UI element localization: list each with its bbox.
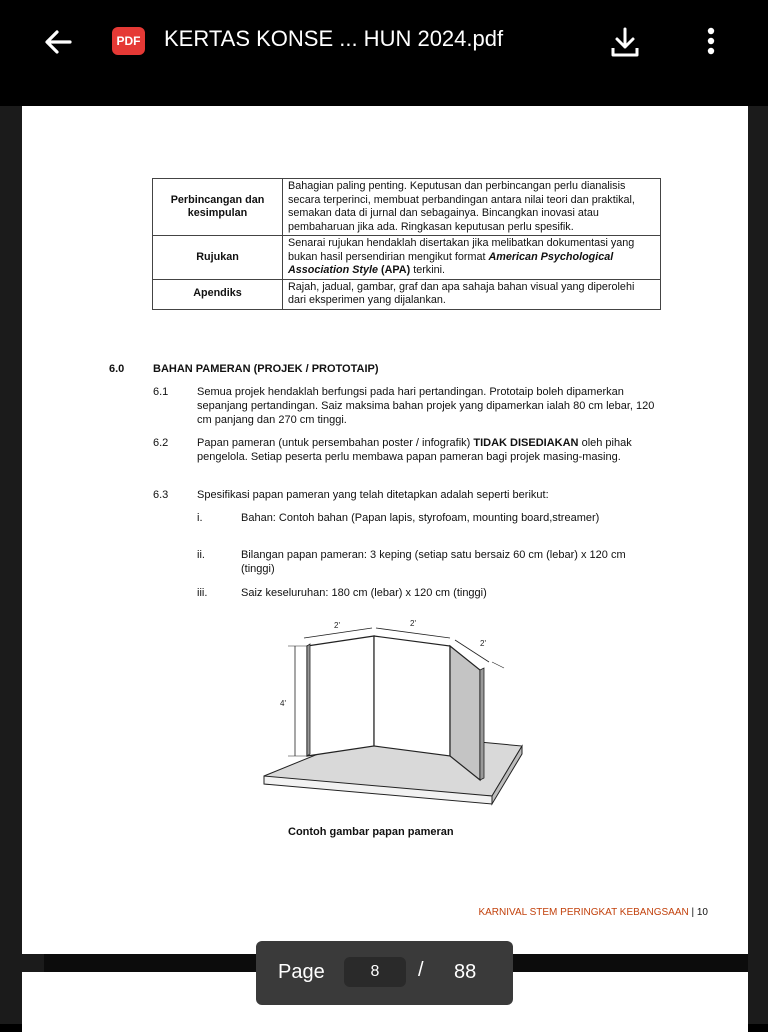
document-title: KERTAS KONSE ... HUN 2024.pdf xyxy=(164,26,504,51)
page-separator: / xyxy=(418,959,424,981)
item-text xyxy=(197,436,667,464)
item-emphasis: TIDAK DISEDIAKAN xyxy=(473,437,579,449)
page-footer xyxy=(478,907,708,918)
subitem-number: i. xyxy=(197,512,203,524)
item-text-part: Papan pameran (untuk persembahan poster / infografik) xyxy=(197,437,474,449)
more-options-button[interactable] xyxy=(690,22,732,64)
back-button[interactable] xyxy=(38,22,78,62)
back-arrow-icon xyxy=(38,22,78,62)
download-icon xyxy=(604,22,646,64)
item-text: Spesifikasi papan pameran yang telah ditetapkan adalah seperti berikut: xyxy=(197,489,549,501)
table-row xyxy=(153,236,661,280)
subitem-text: Bahan: Contoh bahan (Papan lapis, styrofoam, mounting board,streamer) xyxy=(241,512,600,524)
download-button[interactable] xyxy=(604,22,646,64)
table-row-header: Apendiks xyxy=(153,279,283,309)
apa-style-name: American Psychological Association Style xyxy=(288,250,614,276)
footer-separator: | xyxy=(688,907,697,918)
page-total: 88 xyxy=(454,961,477,983)
table-row-header: Perbincangan dan kesimpulan xyxy=(153,179,283,236)
page-indicator xyxy=(256,941,513,1005)
footer-text: KARNIVAL STEM PERINGKAT KEBANGSAAN xyxy=(478,907,689,918)
dimension-label-depth: 2' xyxy=(480,639,486,648)
dimension-label-height: 4' xyxy=(280,699,286,708)
item-number: 6.2 xyxy=(153,437,169,449)
table-row-header: Rujukan xyxy=(153,236,283,280)
more-vert-icon xyxy=(690,22,732,64)
item-number: 6.1 xyxy=(153,386,169,398)
table-cell-text: terkini. xyxy=(410,264,446,276)
table-cell: Rajah, jadual, gambar, graf dan apa sahaja bahan visual yang diperolehi dari eksperimen yang dijalankan. xyxy=(283,279,661,309)
pdf-page xyxy=(22,106,748,954)
report-structure-table xyxy=(152,178,661,310)
subitem-number: iii. xyxy=(197,587,208,599)
table-cell-text: Senarai rujukan hendaklah disertakan jika melibatkan dokumentasi yang bukan hasil persendirian mengikut format xyxy=(288,237,635,263)
item-text: Semua projek hendaklah berfungsi pada hari pertandingan. Prototaip boleh dipamerkan sepanjang pertandingan. Saiz maksima bahan projek yang dipamerkan ialah 80 cm lebar, 120 cm panjang dan 270 cm tinggi. xyxy=(197,386,655,426)
item-text-part: oleh pihak pengelola. Setiap peserta perlu membawa papan pameran bagi projek masing-masing. xyxy=(197,437,632,463)
table-cell xyxy=(283,236,661,280)
table-row xyxy=(153,179,661,236)
footer-page-number: 10 xyxy=(696,907,708,918)
dimension-labels xyxy=(252,616,532,816)
figure-caption: Contoh gambar papan pameran xyxy=(288,826,454,838)
dimension-label-width: 2' xyxy=(410,619,416,628)
section-title: BAHAN PAMERAN (PROJEK / PROTOTAIP) xyxy=(153,363,379,375)
app-bar xyxy=(0,0,768,106)
page-number-input[interactable]: 8 xyxy=(344,957,406,987)
pdf-file-icon: PDF xyxy=(112,27,145,55)
subitem-text: Bilangan papan pameran: 3 keping (setiap satu bersaiz 60 cm (lebar) x 120 cm (tinggi) xyxy=(241,549,626,575)
subitem-number: ii. xyxy=(197,549,205,561)
page-label: Page xyxy=(278,961,325,983)
apa-abbrev: (APA) xyxy=(378,264,411,276)
subitem-text: Saiz keseluruhan: 180 cm (lebar) x 120 cm (tinggi) xyxy=(241,587,487,599)
table-cell: Bahagian paling penting. Keputusan dan perbincangan perlu dianalisis secara terperinci, membuat perbandingan antara nilai teori dan praktikal, semakan data di jurnal dan sebagainya. Bincangkan inovasi atau pembaharuan jika ada. Ringkasan keputusan perlu spesifik. xyxy=(283,179,661,236)
item-number: 6.3 xyxy=(153,489,169,501)
table-row xyxy=(153,279,661,309)
section-number: 6.0 xyxy=(109,363,125,375)
dimension-label-width: 2' xyxy=(334,621,340,630)
